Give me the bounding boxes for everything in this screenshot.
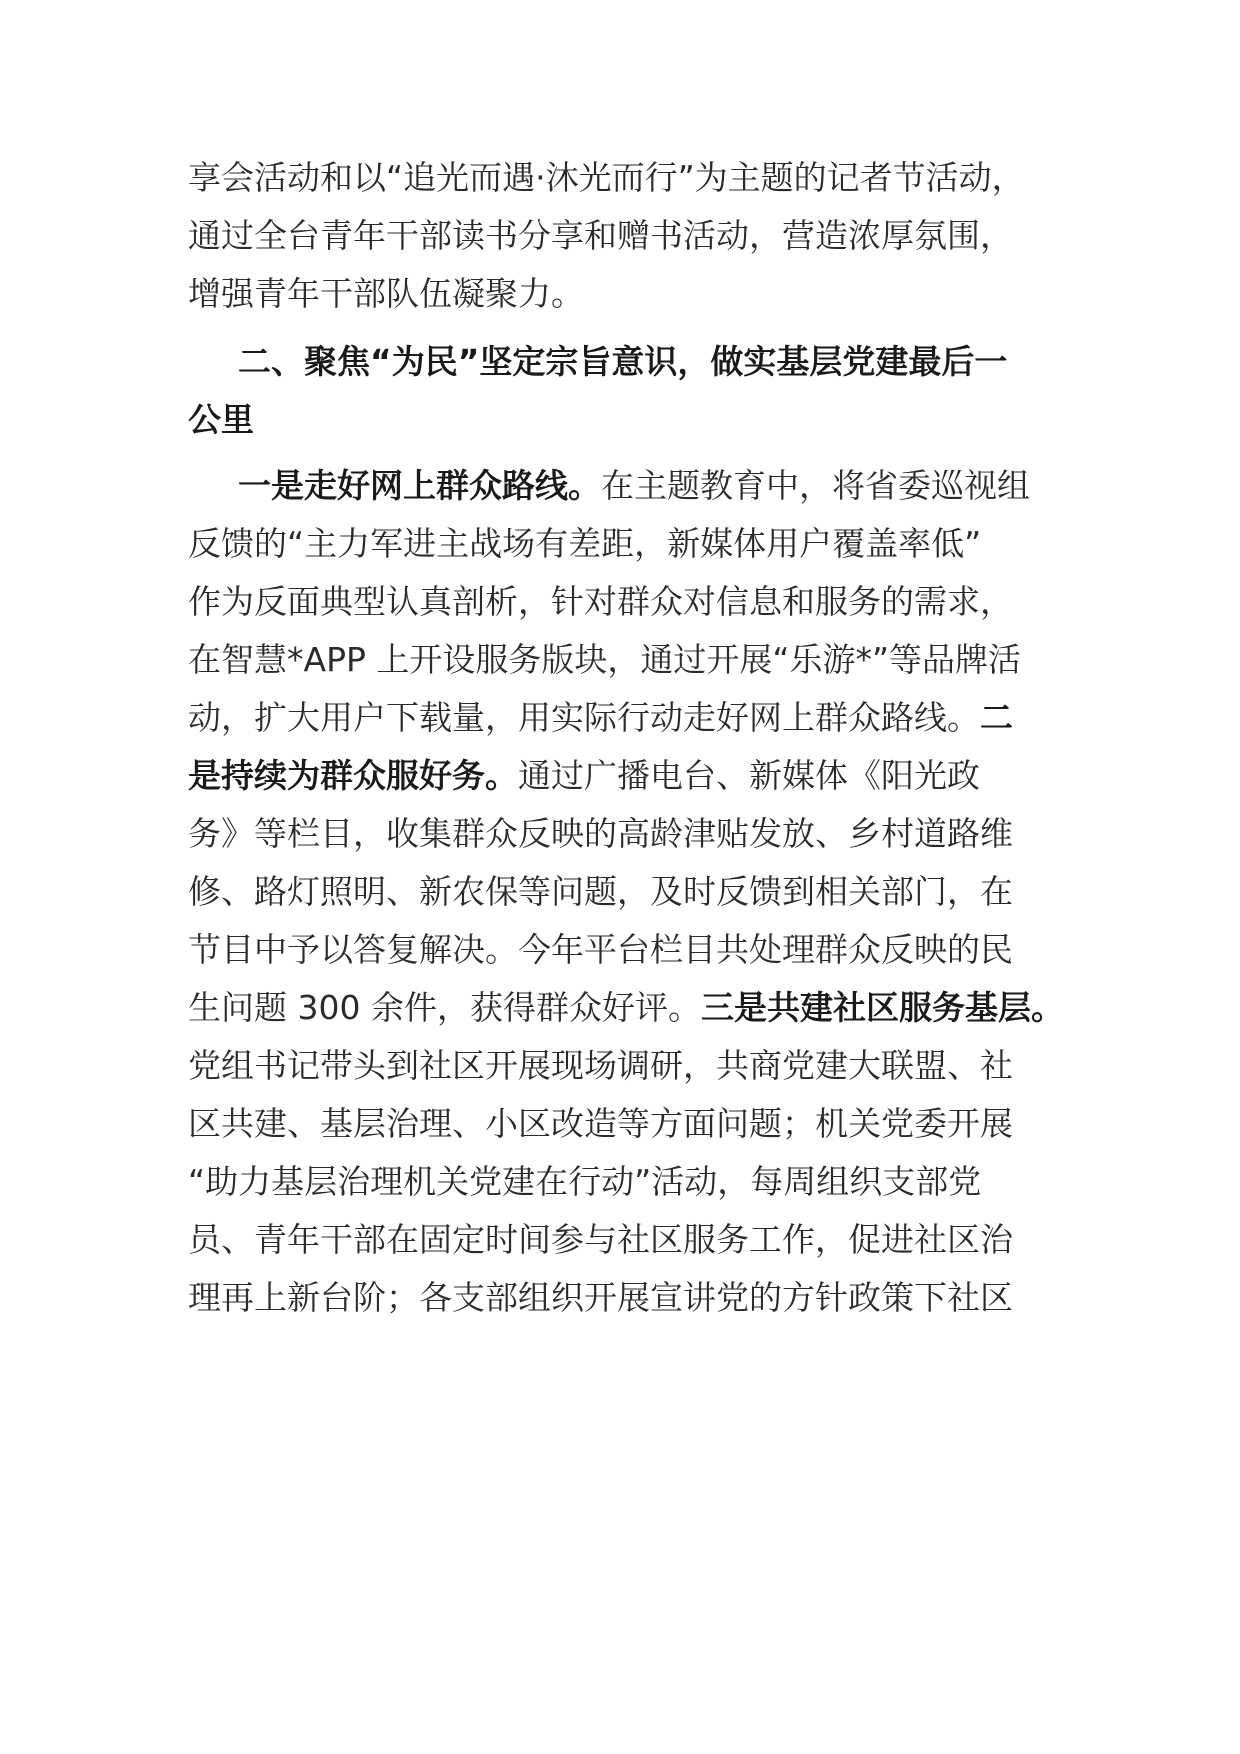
paragraph-line — [188, 756, 980, 796]
paragraph-line: 节目中予以答复解决。今年平台栏目共处理群众反映的民 — [188, 930, 1013, 969]
paragraph-text: 通过广播电台、新媒体《阳光政 — [518, 756, 980, 795]
paragraph-line: 务》等栏目，收集群众反映的高龄津贴发放、乡村道路维 — [188, 814, 1013, 853]
paragraph-line: 党组书记带头到社区开展现场调研，共商党建大联盟、社 — [188, 1046, 1013, 1085]
paragraph-text: 生问题 300 余件，获得群众好评。 — [188, 988, 701, 1027]
paragraph-text: 在主题教育中，将省委巡视组 — [601, 466, 1030, 505]
point-three-title: 三是共建社区服务基层。 — [700, 988, 1064, 1027]
paragraph-line: 理再上新台阶；各支部组织开展宣讲党的方针政策下社区 — [188, 1278, 1013, 1317]
point-two-title: 二 — [980, 698, 1013, 737]
section-heading: 公里 — [188, 400, 254, 439]
paragraph-line: 员、青年干部在固定时间参与社区服务工作，促进社区治 — [188, 1220, 1013, 1259]
paragraph-line: 作为反面典型认真剖析，针对群众对信息和服务的需求， — [188, 582, 1013, 621]
section-heading: 二、聚焦“为民”坚定宗旨意识，做实基层党建最后一 — [238, 342, 1008, 381]
point-two-title: 是持续为群众服好务。 — [188, 756, 518, 795]
paragraph-line: 反馈的“主力军进主战场有差距，新媒体用户覆盖率低” — [188, 524, 982, 563]
paragraph-line: 区共建、基层治理、小区改造等方面问题；机关党委开展 — [188, 1104, 1013, 1143]
paragraph-line — [188, 698, 1013, 738]
paragraph-line: 在智慧*APP 上开设服务版块，通过开展“乐游*”等品牌活 — [188, 640, 1022, 679]
point-one-title: 一是走好网上群众路线。 — [238, 466, 601, 505]
paragraph-line: 增强青年干部队伍凝聚力。 — [188, 274, 584, 313]
paragraph-line — [188, 988, 1064, 1028]
paragraph-text: 动，扩大用户下载量，用实际行动走好网上群众路线。 — [188, 698, 980, 737]
paragraph-line: 修、路灯照明、新农保等问题，及时反馈到相关部门，在 — [188, 872, 1013, 911]
paragraph-line: “助力基层治理机关党建在行动”活动，每周组织支部党 — [188, 1162, 982, 1201]
paragraph-line: 享会活动和以“追光而遇·沐光而行”为主题的记者节活动， — [188, 158, 1025, 197]
paragraph-line: 通过全台青年干部读书分享和赠书活动，营造浓厚氛围， — [188, 216, 1013, 255]
paragraph-line — [238, 466, 1030, 506]
